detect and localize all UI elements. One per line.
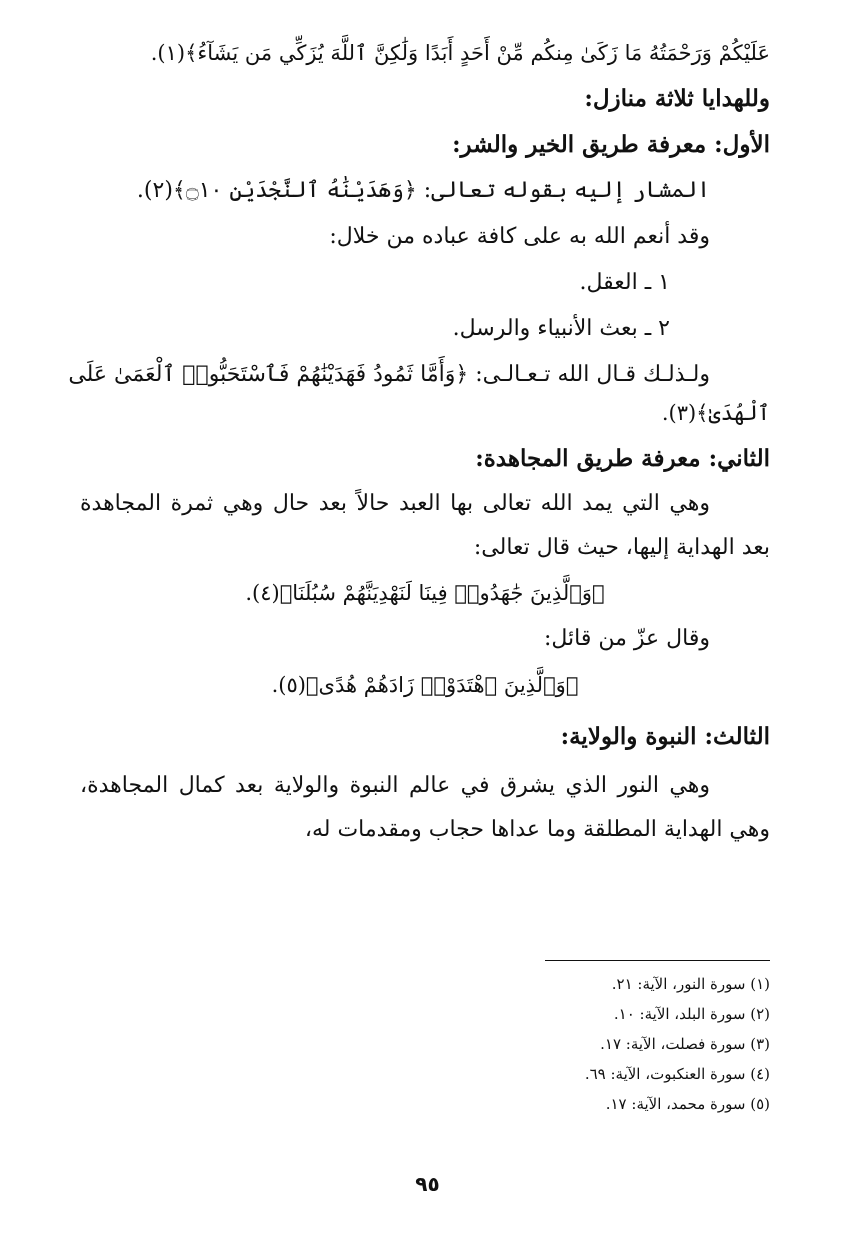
- first-level-text: وقد أنعم الله به على كافة عباده من خلال:: [329, 224, 710, 249]
- footnote-item: (٣) سورة فصلت، الآية: ١٧.: [600, 1035, 770, 1053]
- page-body: [68, 30, 770, 852]
- list-item-reason: ١ ـ العقل.: [579, 270, 670, 295]
- footnote-item: (٢) سورة البلد، الآية: ١٠.: [613, 1005, 770, 1023]
- first-level-verse: المشار إليه بقوله تعالى: ﴿وَهَدَيْنَٰهُ ٱلنَّجْدَيْنِ ۝١٠﴾(٢).: [136, 178, 710, 203]
- section-intro-heading: وللهدايا ثلاثة منازل:: [584, 85, 770, 112]
- footnotes: [530, 960, 770, 1119]
- second-level-heading: الثاني: معرفة طريق المجاهدة:: [475, 445, 770, 472]
- footnote-separator: [545, 960, 770, 961]
- footnote-item: (٤) سورة العنكبوت، الآية: ٦٩.: [584, 1065, 770, 1083]
- third-level-paragraph: وهي النور الذي يشرق في عالم النبوة والولاية بعد كمال المجاهدة، وهي الهداية المطلقة وما عداها حجاب ومقدمات له،: [80, 773, 770, 842]
- footnote-item: (١) سورة النور، الآية: ٢١.: [611, 975, 770, 993]
- third-level-heading: الثالث: النبوة والولاية:: [560, 723, 770, 750]
- page-number: ٩٥: [415, 1172, 440, 1196]
- thamud-verse-end: ٱلْهُدَىٰ﴾(٣).: [661, 401, 770, 425]
- guidance-verse: ﴿وَٱلَّذِينَ ٱهْتَدَوْا۟ زَادَهُمْ هُدًى﴾(٥).: [271, 673, 579, 697]
- quran-verse-continuation: عَلَيْكُمْ وَرَحْمَتُهُ مَا زَكَىٰ مِنكُم مِّنْ أَحَدٍ أَبَدًا وَلَٰكِنَّ ٱللَّهَ يُزَكِّي مَن يَشَآءُ﴾(١).: [150, 41, 770, 65]
- second-level-text: وقال عزّ من قائل:: [543, 626, 710, 651]
- first-level-heading: الأول: معرفة طريق الخير والشر:: [452, 131, 770, 158]
- list-item-prophets: ٢ ـ بعث الأنبياء والرسل.: [452, 316, 670, 341]
- jihad-verse: ﴿وَٱلَّذِينَ جَٰهَدُوا۟ فِينَا لَنَهْدِيَنَّهُمْ سُبُلَنَا﴾(٤).: [245, 581, 605, 605]
- thamud-verse-line: ولـذلـك قـال الله تـعـالـى: ﴿وَأَمَّا ثَمُودُ فَهَدَيْنَٰهُمْ فَٱسْتَحَبُّوا۟ ٱلْعَمَىٰ عَلَى: [68, 362, 710, 387]
- footnote-item: (٥) سورة محمد، الآية: ١٧.: [605, 1095, 770, 1113]
- second-level-paragraph: وهي التي يمد الله تعالى بها العبد حالاً بعد حال وهي ثمرة المجاهدة بعد الهداية إليها، حيث قال تعالى:: [80, 491, 770, 560]
